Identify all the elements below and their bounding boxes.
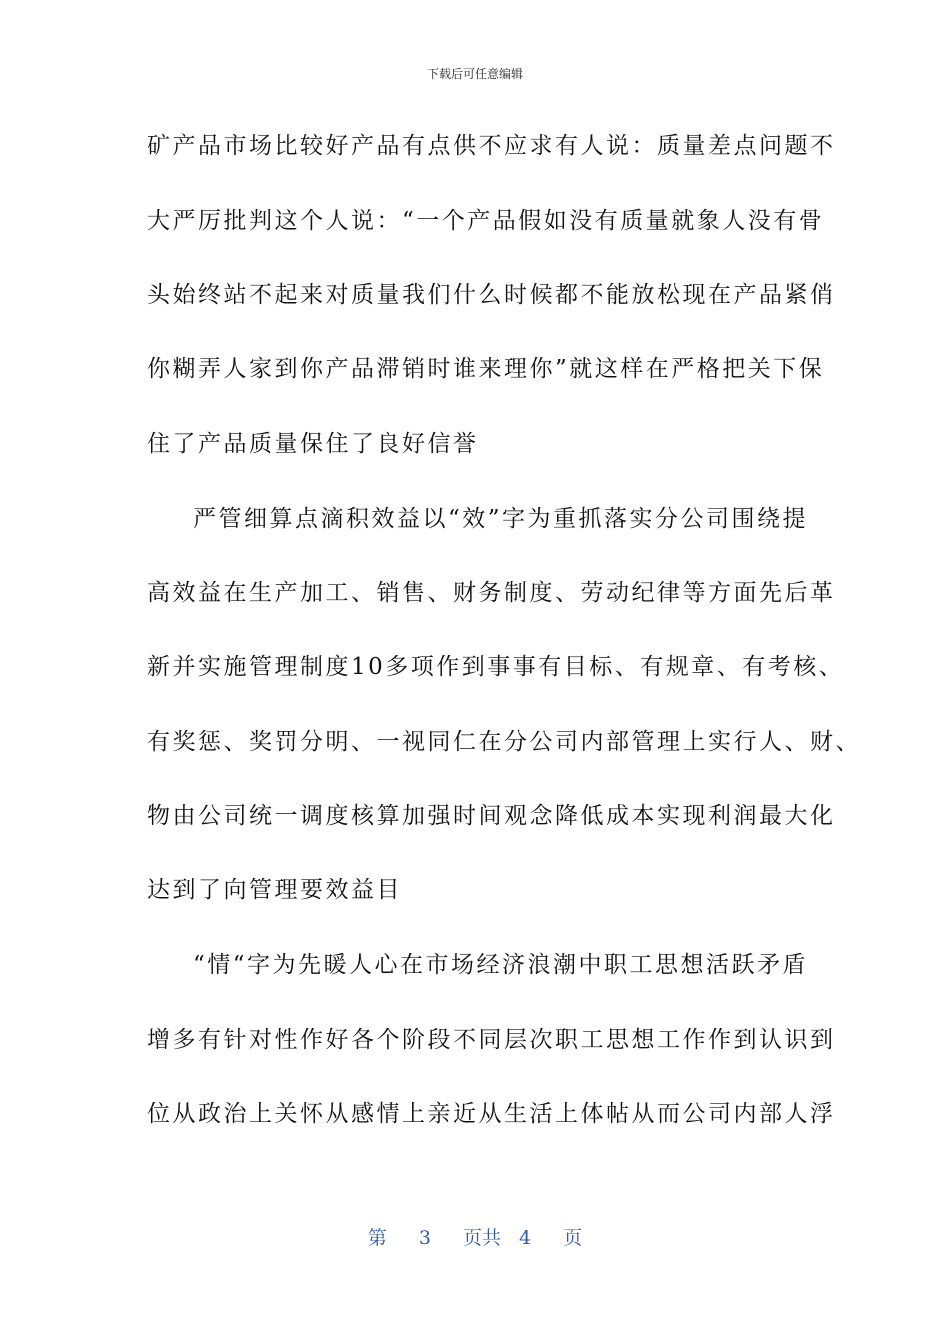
body-line: 位从政治上关怀从感情上亲近从生活上体帖从而公司内部人浮 bbox=[147, 1101, 836, 1127]
body-line: 新并实施管理制度10多项作到事事有目标、有规章、有考核、 bbox=[147, 654, 845, 680]
footer-middle: 页共 bbox=[462, 1227, 501, 1249]
footer-suffix: 页 bbox=[563, 1227, 583, 1249]
body-line: 物由公司统一调度核算加强时间观念降低成本实现利润最大化 bbox=[147, 803, 836, 829]
paragraph-start-line: 严管细算点滴积效益以“效”字为重抓落实分公司围绕提 bbox=[193, 506, 809, 532]
footer-total-pages: 4 bbox=[519, 1227, 532, 1249]
body-line: 高效益在生产加工、销售、财务制度、劳动纪律等方面先后革 bbox=[147, 580, 836, 606]
body-line: 住了产品质量保住了良好信誉 bbox=[147, 431, 479, 457]
body-line: 大严厉批判这个人说：“一个产品假如没有质量就象人没有骨 bbox=[147, 208, 825, 234]
page-footer bbox=[0, 1224, 950, 1252]
body-line: 你糊弄人家到你产品滞销时谁来理你”就这样在严格把关下保 bbox=[147, 356, 825, 382]
paragraph-start-line: “情“字为先暖人心在市场经济浪潮中职工思想活跃矛盾 bbox=[193, 952, 809, 978]
body-line: 矿产品市场比较好产品有点供不应求有人说：质量差点问题不 bbox=[147, 133, 836, 159]
body-line: 达到了向管理要效益目 bbox=[147, 877, 402, 903]
body-line: 有奖惩、奖罚分明、一视同仁在分公司内部管理上实行人、财、 bbox=[147, 729, 861, 755]
body-line: 增多有针对性作好各个阶段不同层次职工思想工作作到认识到 bbox=[147, 1027, 836, 1053]
body-line: 头始终站不起来对质量我们什么时候都不能放松现在产品紧俏 bbox=[147, 282, 836, 308]
footer-prefix: 第 bbox=[367, 1227, 387, 1249]
header-note: 下载后可任意编辑 bbox=[426, 67, 523, 81]
footer-current-page: 3 bbox=[418, 1227, 431, 1249]
